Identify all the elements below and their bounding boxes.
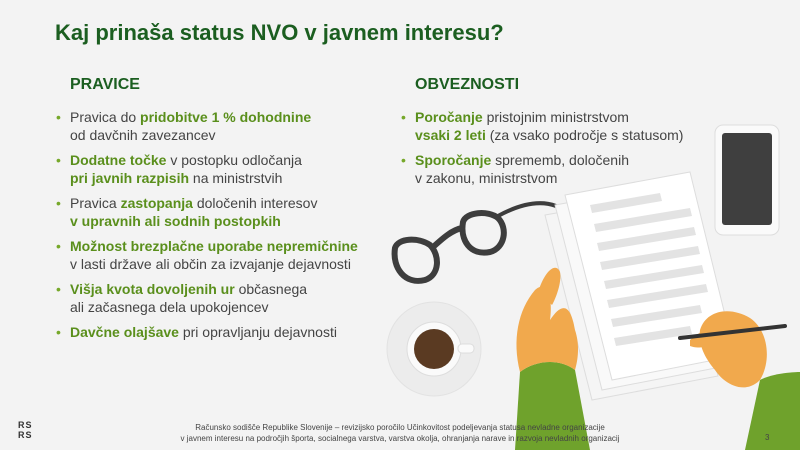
bullet-icon: •: [56, 109, 61, 125]
coffee-cup-illustration: [387, 302, 481, 396]
page-title: Kaj prinaša status NVO v javnem interesu?: [55, 20, 504, 45]
highlighted-text: Poročanje: [415, 109, 483, 125]
rights-heading: PRAVICE: [70, 76, 140, 93]
bullet-icon: •: [56, 281, 61, 297]
footer-citation: [170, 422, 630, 444]
text-segment: od davčnih zavezancev: [70, 127, 216, 143]
bullet-icon: •: [401, 152, 406, 168]
text-segment: v postopku odločanja: [166, 152, 302, 168]
text-segment: ali začasnega dela upokojencev: [70, 299, 269, 315]
highlighted-text: zastopanja: [120, 195, 193, 211]
text-segment: na ministrstvih: [189, 170, 283, 186]
text-segment: v lasti države ali občin za izvajanje dejavnosti: [70, 256, 351, 272]
footer-line-2: v javnem interesu na področjih športa, socialnega varstva, varstva okolja, ohranjanja narave in razvoja nevladnih organizacij: [180, 434, 620, 443]
text-segment: Pravica do: [70, 109, 141, 125]
highlighted-text: pri javnih razpisih: [70, 170, 190, 186]
highlighted-text: v upravnih ali sodnih postopkih: [70, 213, 281, 229]
highlighted-text: pridobitve 1 % dohodnine: [140, 109, 312, 125]
text-segment: (za vsako področje s statusom): [485, 127, 684, 143]
highlighted-text: vsaki 2 leti: [415, 127, 486, 143]
text-segment: določenih interesov: [192, 195, 318, 211]
obligations-heading: OBVEZNOSTI: [415, 76, 520, 93]
text-segment: pri opravljanju dejavnosti: [178, 324, 337, 340]
glasses-illustration: [395, 203, 556, 281]
rs-logo: RS RS: [18, 420, 33, 440]
page-number: 3: [765, 433, 770, 442]
highlighted-text: Sporočanje: [415, 152, 492, 168]
highlighted-text: Možnost brezplačne uporabe nepremičnine: [70, 238, 358, 254]
bullet-icon: •: [56, 195, 61, 211]
text-segment: v zakonu, ministrstvom: [415, 170, 558, 186]
highlighted-text: Davčne olajšave: [70, 324, 179, 340]
text-segment: sprememb, določenih: [491, 152, 629, 168]
text-segment: občasnega: [234, 281, 308, 297]
bullet-icon: •: [401, 109, 406, 125]
highlighted-text: Višja kvota dovoljenih ur: [70, 281, 235, 297]
bullet-icon: •: [56, 324, 61, 340]
highlighted-text: Dodatne točke: [70, 152, 167, 168]
bullet-icon: •: [56, 152, 61, 168]
footer-line-1: Računsko sodišče Republike Slovenije – revizijsko poročilo Učinkovitost podeljevanja statusa nevladne organizacije: [195, 423, 605, 432]
phone-illustration: [715, 125, 779, 235]
bullet-icon: •: [56, 238, 61, 254]
text-segment: Pravica: [70, 195, 121, 211]
text-segment: pristojnim ministrstvom: [482, 109, 629, 125]
